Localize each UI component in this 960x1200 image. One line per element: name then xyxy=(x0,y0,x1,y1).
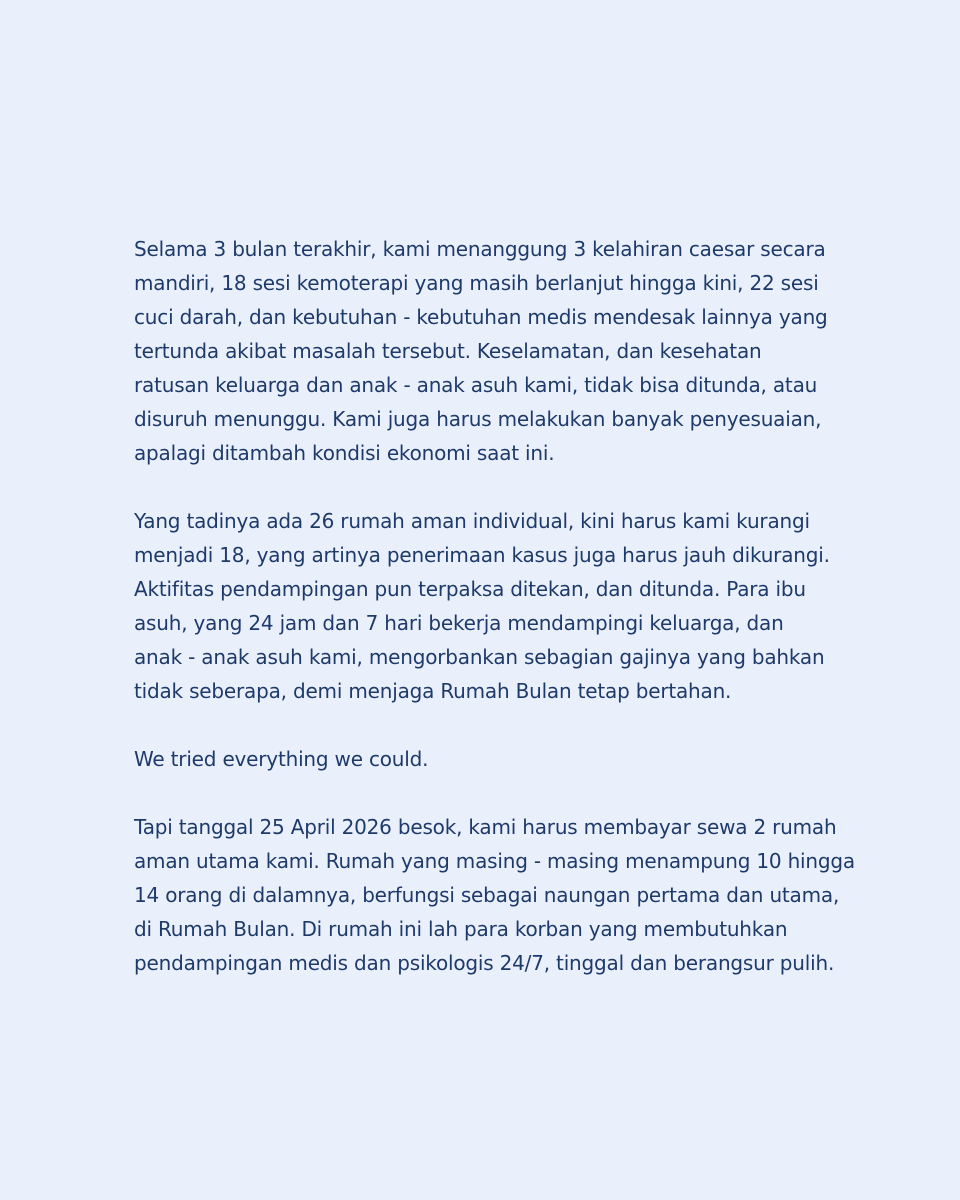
text-line: mandiri, 18 sesi kemoterapi yang masih berlanjut hingga kini, 22 sesi xyxy=(134,271,819,295)
text-line: ratusan keluarga dan anak - anak asuh kami, tidak bisa ditunda, atau xyxy=(134,373,818,397)
document-body xyxy=(134,232,855,1014)
text-line: We tried everything we could. xyxy=(134,747,429,771)
paragraph-4 xyxy=(134,810,855,980)
text-line: Yang tadinya ada 26 rumah aman individual, kini harus kami kurangi xyxy=(134,509,810,533)
text-line: asuh, yang 24 jam dan 7 hari bekerja mendampingi keluarga, dan xyxy=(134,611,784,635)
paragraph-2 xyxy=(134,504,834,708)
text-line: aman utama kami. Rumah yang masing - masing menampung 10 hingga xyxy=(134,849,855,873)
text-line: pendampingan medis dan psikologis 24/7, tinggal dan berangsur pulih. xyxy=(134,951,835,975)
text-line: menjadi 18, yang artinya penerimaan kasus juga harus jauh dikurangi. xyxy=(134,543,830,567)
text-line: Aktifitas pendampingan pun terpaksa ditekan, dan ditunda. Para ibu xyxy=(134,577,806,601)
text-line: 14 orang di dalamnya, berfungsi sebagai naungan pertama dan utama, xyxy=(134,883,840,907)
text-line: anak - anak asuh kami, mengorbankan sebagian gajinya yang bahkan xyxy=(134,645,825,669)
text-line: di Rumah Bulan. Di rumah ini lah para korban yang membutuhkan xyxy=(134,917,788,941)
text-line: apalagi ditambah kondisi ekonomi saat ini. xyxy=(134,441,555,465)
paragraph-3 xyxy=(134,742,834,776)
text-line: tertunda akibat masalah tersebut. Keselamatan, dan kesehatan xyxy=(134,339,762,363)
text-line: disuruh menunggu. Kami juga harus melakukan banyak penyesuaian, xyxy=(134,407,822,431)
text-line: cuci darah, dan kebutuhan - kebutuhan medis mendesak lainnya yang xyxy=(134,305,828,329)
paragraph-1 xyxy=(134,232,834,470)
text-line: Selama 3 bulan terakhir, kami menanggung 3 kelahiran caesar secara xyxy=(134,237,826,261)
text-line: tidak seberapa, demi menjaga Rumah Bulan tetap bertahan. xyxy=(134,679,732,703)
text-line: Tapi tanggal 25 April 2026 besok, kami harus membayar sewa 2 rumah xyxy=(134,815,837,839)
